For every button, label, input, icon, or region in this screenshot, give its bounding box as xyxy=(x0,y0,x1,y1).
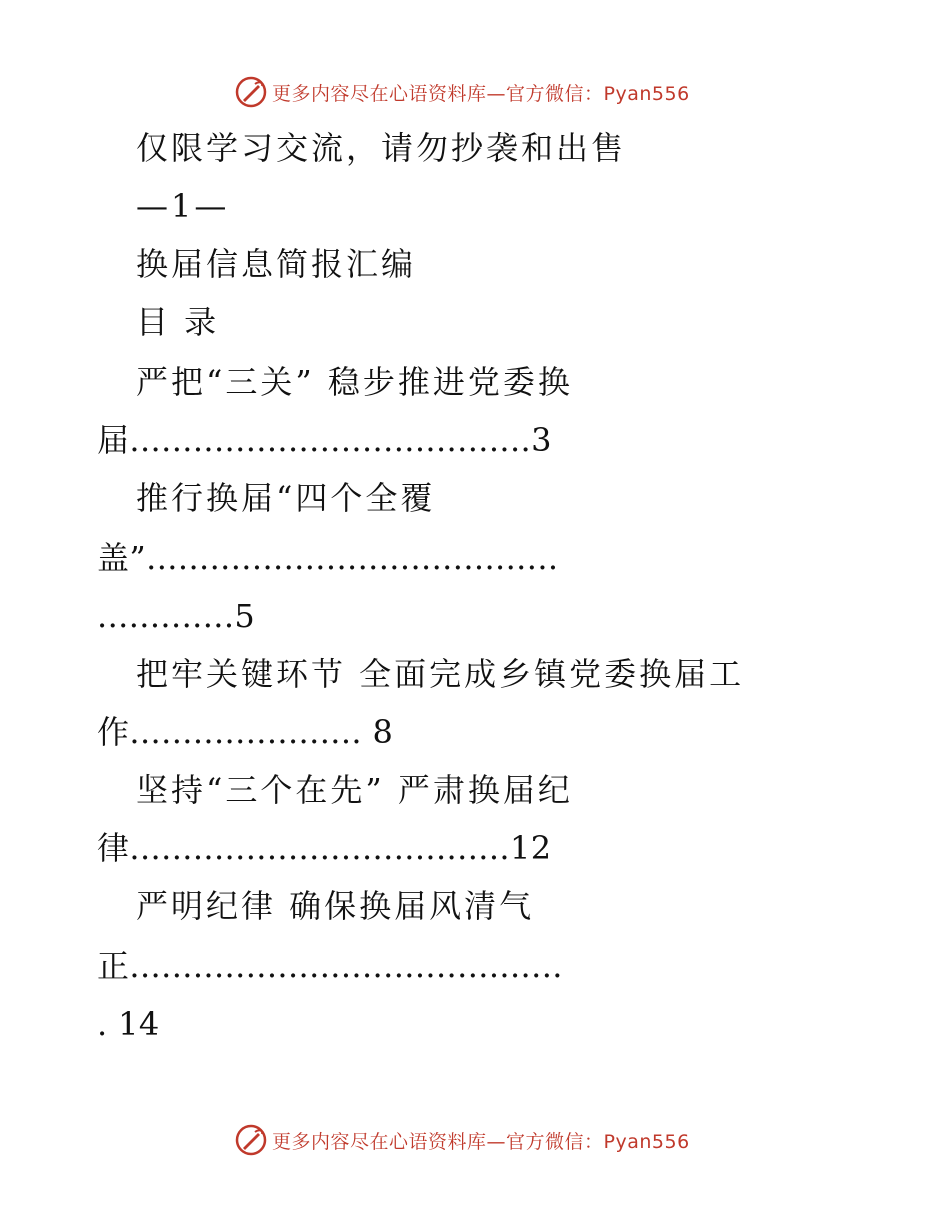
toc-entry-4-title[interactable]: 坚持“三个在先” 严肃换届纪 xyxy=(136,771,573,809)
toc-entry-2-page[interactable]: .............5 xyxy=(97,597,256,635)
quill-pen-logo-icon xyxy=(234,1123,268,1157)
watermark-text: 更多内容尽在心语资料库—官方微信：Pyan556 xyxy=(272,82,690,105)
toc-entry-3-title[interactable]: 把牢关键环节 全面完成乡镇党委换届工 xyxy=(136,655,745,693)
watermark-text: 更多内容尽在心语资料库—官方微信：Pyan556 xyxy=(272,1130,690,1153)
toc-entry-2-leader[interactable]: 盖”....................................... xyxy=(97,539,559,577)
watermark-footer xyxy=(0,1120,950,1160)
toc-entry-5-leader[interactable]: 正......................................... xyxy=(97,947,563,985)
toc-entry-3-leader[interactable]: 作...................... 8 xyxy=(97,713,394,751)
toc-entry-1-leader[interactable]: 届......................................3 xyxy=(97,421,552,459)
toc-heading: 目 录 xyxy=(136,303,220,341)
toc-entry-1-title[interactable]: 严把“三关” 稳步推进党委换 xyxy=(136,363,573,401)
toc-entry-4-leader[interactable]: 律....................................12 xyxy=(97,829,552,867)
toc-entry-2-title[interactable]: 推行换届“四个全覆 xyxy=(136,479,436,517)
notice-line: 仅限学习交流，请勿抄袭和出售 xyxy=(136,129,627,167)
document-title: 换届信息简报汇编 xyxy=(136,245,417,283)
quill-pen-logo-icon xyxy=(234,75,268,109)
toc-entry-5-page[interactable]: . 14 xyxy=(97,1005,160,1043)
page-number: —1— xyxy=(136,187,230,225)
watermark-header xyxy=(0,72,950,112)
toc-entry-5-title[interactable]: 严明纪律 确保换届风清气 xyxy=(136,887,535,925)
